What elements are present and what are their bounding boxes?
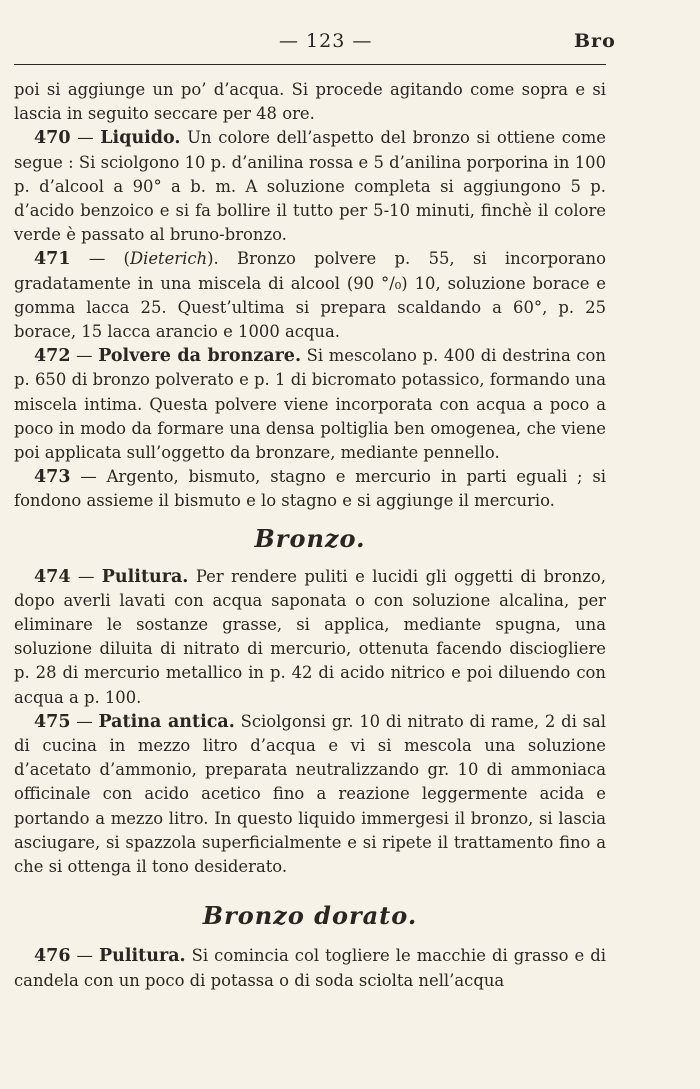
entry-term: Liquido. <box>100 128 181 149</box>
entry-term: Pulitura. <box>98 946 186 967</box>
entry-text: Si mescolano p. 400 di destrina con p. 650 di bronzo polverato e p. 1 di bicromato potassico, formando una miscela intima. Questa polvere viene incorporata con acqua a poco a poco in modo da formare una densa poltiglia ben omogenea, che viene poi applicata sull’oggetto da bronzare, mediante pennello. <box>14 346 606 463</box>
header-rule <box>14 64 606 65</box>
entry-475 <box>14 710 606 879</box>
entry-471 <box>14 247 606 344</box>
entry-472 <box>14 344 606 465</box>
entry-number: 476 <box>34 946 71 967</box>
entry-dash: — <box>70 566 102 586</box>
entry-term: Pulitura. <box>101 566 189 587</box>
page-header <box>14 26 616 60</box>
entry-473 <box>14 465 606 513</box>
entry-dash: — <box>70 467 107 487</box>
entry-dash: — ( <box>70 249 130 269</box>
entry-author: Dieterich <box>129 249 208 269</box>
entry-number: 470 <box>34 128 71 149</box>
entry-text: Si comincia col togliere le macchie di grasso e di candela con un poco di potassa o di soda sciolta nell’acqua <box>14 946 606 990</box>
entry-term: Patina antica. <box>98 711 235 732</box>
section-title-bronzo: Bronzo. <box>254 523 366 553</box>
entry-number: 472 <box>34 346 71 367</box>
entry-number: 473 <box>34 467 71 488</box>
entry-476 <box>14 944 606 992</box>
entry-text: Argento, bismuto, stagno e mercurio in parti eguali ; si fondono assieme il bismuto e lo stagno e si aggiunge il mercurio. <box>14 467 607 511</box>
entry-number: 471 <box>34 249 71 270</box>
entry-text: ). Bronzo polvere p. 55, si incorporano gradatamente in una miscela di alcool (90 °/₀) 10, soluzione borace e gomma lacca 25. Quest’ultima si prepara scaldando a 60°, p. 25 borace, 15 lacca arancio e 1000 acqua. <box>14 249 606 342</box>
entry-dash: — <box>70 346 99 366</box>
entry-number: 474 <box>34 566 71 587</box>
entry-dash: — <box>70 946 99 966</box>
entry-text: Un colore dell’aspetto del bronzo si ottiene come segue : Si sciolgono 10 p. d’anilina rossa e 5 d’anilina porporina in 100 p. d’alcool a 90° a b. m. A soluzione completa si aggiungono 5 p. d’acido benzoico e si fa bollire il tutto per 5-10 minuti, finchè il colore verde è passato al bruno-bronzo. <box>14 128 607 245</box>
entry-dash: — <box>70 128 101 148</box>
entry-text: Sciolgonsi gr. 10 di nitrato di rame, 2 di sal di cucina in mezzo litro d’acqua e vi si mescola una soluzione d’acetato d’ammonio, preparata neutralizzando gr. 10 di ammoniaca officinale con acido acetico fino a reazione leggermente acida e portando a mezzo litro. In questo liquido immergesi il bronzo, si lascia asciugare, si spazzola superficialmente e si ripete il trattamento fino a che si ottenga il tono desiderato. <box>14 711 607 877</box>
section-title-bronzo-dorato: Bronzo dorato. <box>202 901 418 931</box>
body-text <box>14 78 606 993</box>
entry-text: Per rendere puliti e lucidi gli oggetti di bronzo, dopo averli lavati con acqua saponata o con soluzione alcalina, per eliminare le sostanze grasse, si applica, mediante spugna, una soluzione diluita di nitrato di mercurio, ottenuta facendo disciogliere p. 28 di mercurio metallico in p. 42 di acido nitrico e poi diluendo con acqua a p. 100. <box>14 566 606 707</box>
continued-paragraph: poi si aggiunge un po’ d’acqua. Si procede agitando come sopra e si lascia in seguito seccare per 48 ore. <box>14 80 606 124</box>
entry-number: 475 <box>34 711 71 732</box>
entry-term: Polvere da bronzare. <box>98 346 302 367</box>
running-head: Bro <box>574 30 616 52</box>
entry-470 <box>14 126 606 247</box>
entry-dash: — <box>70 711 99 731</box>
page-number: — 123 — <box>279 30 373 52</box>
entry-474 <box>14 565 606 710</box>
